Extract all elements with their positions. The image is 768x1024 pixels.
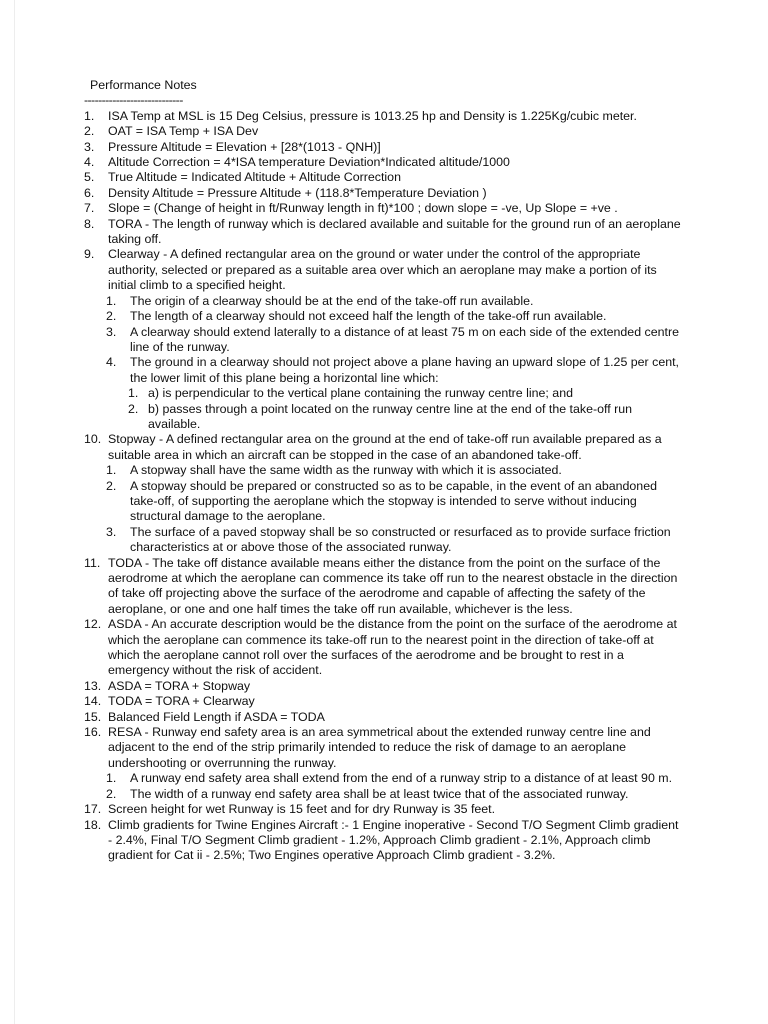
notes-list	[84, 109, 684, 864]
list-item	[84, 725, 684, 771]
item-text: Screen height for wet Runway is 15 feet and for dry Runway is 35 feet.	[108, 802, 496, 817]
item-number: 16.	[84, 725, 102, 740]
list-item	[84, 818, 684, 864]
list-item	[84, 124, 684, 139]
item-text: ASDA = TORA + Stopway	[108, 678, 251, 693]
item-text: A clearway should extend laterally to a distance of at least 75 m on each side of the extended centre line of the runway.	[130, 324, 679, 354]
document-title: Performance Notes	[90, 78, 197, 92]
list-item	[84, 710, 684, 725]
item-number: 3.	[84, 139, 95, 154]
list-item	[84, 679, 684, 694]
item-number: 15.	[84, 709, 102, 724]
item-text: Stopway - A defined rectangular area on the ground at the end of take-off run available prepared as a suitable area in which an aircraft can be stopped in the case of an abandoned take-off.	[108, 432, 662, 462]
list-item	[84, 201, 684, 216]
list-item	[84, 617, 684, 679]
list-item	[84, 694, 684, 709]
document	[84, 78, 684, 864]
item-text: Climb gradients for Twine Engines Aircraft :- 1 Engine inoperative - Second T/O Segment Climb gradient - 2.4%, Final T/O Segment Climb gradient - 1.2%, Approach Climb gradient - 2.1%, Approach climb gradient for Cat ii - 2.5%; Two Engines operative Approach Climb gradient - 3.2%.	[108, 817, 679, 863]
item-number: 3.	[106, 524, 117, 539]
item-text: A runway end safety area shall extend from the end of a runway strip to a distance of at least 90 m.	[130, 771, 673, 786]
item-text: ASDA - An accurate description would be the distance from the point on the surface of the aerodrome at which the aeroplane can commence its take-off run to the nearest point in the direction of take-off at which the aeroplane cannot roll over the surfaces of the aerodrome and be brought to rest in a emergency without the risk of accident.	[108, 617, 677, 678]
item-number: 2.	[106, 786, 117, 801]
item-text: Balanced Field Length if ASDA = TODA	[108, 709, 325, 724]
title-rule: ----------------------------	[84, 93, 183, 108]
item-number: 4.	[106, 355, 117, 370]
item-number: 1.	[106, 463, 117, 478]
item-text: OAT = ISA Temp + ISA Dev	[108, 124, 259, 139]
item-text: a) is perpendicular to the vertical plane containing the runway centre line; and	[148, 386, 573, 401]
item-text: RESA - Runway end safety area is an area symmetrical about the extended runway centre line and adjacent to the end of the strip primarily intended to reduce the risk of damage to an aeroplane undershooting or overrunning the runway.	[108, 725, 651, 770]
item-number: 1.	[106, 771, 117, 786]
item-number: 7.	[84, 201, 95, 216]
sub-sub-list-item	[128, 402, 684, 433]
item-number: 18.	[84, 817, 102, 832]
item-text: TODA - The take off distance available means either the distance from the point on the surface of the aerodrome at which the aeroplane can commence its take off run to the nearest obstacle in the direction of take off projecting above the surface of the aerodrome and capable of affecting the safety of the aeroplane, or one and one half times the take off run available, whichever is the less.	[108, 555, 678, 616]
item-number: 9.	[84, 247, 95, 262]
item-text: A stopway shall have the same width as the runway with which it is associated.	[130, 463, 562, 478]
page-edge	[14, 0, 15, 1024]
item-number: 5.	[84, 170, 95, 185]
item-number: 2.	[128, 401, 139, 416]
sub-list-item	[106, 294, 684, 309]
item-number: 1.	[106, 293, 117, 308]
list-item	[84, 432, 684, 463]
sub-list-item	[106, 355, 684, 386]
list-item	[84, 802, 684, 817]
item-number: 2.	[84, 124, 95, 139]
list-item	[84, 170, 684, 185]
item-text: b) passes through a point located on the runway centre line at the end of the take-off run available.	[148, 401, 633, 431]
item-text: Density Altitude = Pressure Altitude + (118.8*Temperature Deviation )	[108, 185, 487, 200]
item-text: A stopway should be prepared or constructed so as to be capable, in the event of an abandoned take-off, of supporting the aeroplane which the stopway is intended to serve without inducing structural damage to the aeroplane.	[130, 478, 657, 524]
sub-list-item	[106, 771, 684, 786]
list-item	[84, 186, 684, 201]
list-item	[84, 155, 684, 170]
item-text: The origin of a clearway should be at the end of the take-off run available.	[130, 293, 534, 308]
item-text: TORA - The length of runway which is declared available and suitable for the ground run of an aeroplane taking off.	[108, 216, 681, 247]
list-item	[84, 109, 684, 124]
item-text: The surface of a paved stopway shall be so constructed or resurfaced as to provide surface friction characteristics at or above those of the associated runway.	[130, 524, 671, 555]
item-text: The length of a clearway should not exceed half the length of the take-off run available.	[130, 309, 607, 324]
item-number: 2.	[106, 478, 117, 493]
list-item	[84, 247, 684, 293]
item-text: The width of a runway end safety area shall be at least twice that of the associated runway.	[130, 786, 629, 801]
item-text: The ground in a clearway should not project above a plane having an upward slope of 1.25 per cent, the lower limit of this plane being a horizontal line which:	[130, 355, 679, 385]
sub-list-item	[106, 787, 684, 802]
item-number: 6.	[84, 185, 95, 200]
item-number: 3.	[106, 324, 117, 339]
item-number: 13.	[84, 678, 102, 693]
item-number: 2.	[106, 309, 117, 324]
list-item	[84, 217, 684, 248]
item-text: Slope = (Change of height in ft/Runway length in ft)*100 ; down slope = -ve, Up Slope = +ve .	[108, 201, 618, 216]
item-text: True Altitude = Indicated Altitude + Altitude Correction	[108, 170, 401, 185]
item-number: 4.	[84, 155, 95, 170]
sub-sub-list-item	[128, 386, 684, 401]
item-number: 1.	[128, 386, 139, 401]
sub-list-item	[106, 479, 684, 525]
item-text: TODA = TORA + Clearway	[108, 694, 255, 709]
item-number: 17.	[84, 802, 102, 817]
sub-list-item	[106, 525, 684, 556]
item-number: 8.	[84, 216, 95, 231]
item-number: 14.	[84, 694, 102, 709]
sub-list-item	[106, 463, 684, 478]
list-item	[84, 140, 684, 155]
item-number: 1.	[84, 108, 95, 123]
sub-list-item	[106, 325, 684, 356]
item-text: Clearway - A defined rectangular area on the ground or water under the control of the appropriate authority, selected or prepared as a suitable area over which an aeroplane may make a portion of its initial climb to a specified height.	[108, 247, 657, 293]
sub-list-item	[106, 309, 684, 324]
item-number: 12.	[84, 617, 102, 632]
item-number: 10.	[84, 432, 102, 447]
item-text: ISA Temp at MSL is 15 Deg Celsius, pressure is 1013.25 hp and Density is 1.225Kg/cubic meter.	[108, 108, 637, 123]
list-item	[84, 556, 684, 618]
item-number: 11.	[84, 555, 101, 570]
item-text: Pressure Altitude = Elevation + [28*(1013 - QNH)]	[108, 139, 381, 154]
item-text: Altitude Correction = 4*ISA temperature Deviation*Indicated altitude/1000	[108, 155, 510, 170]
